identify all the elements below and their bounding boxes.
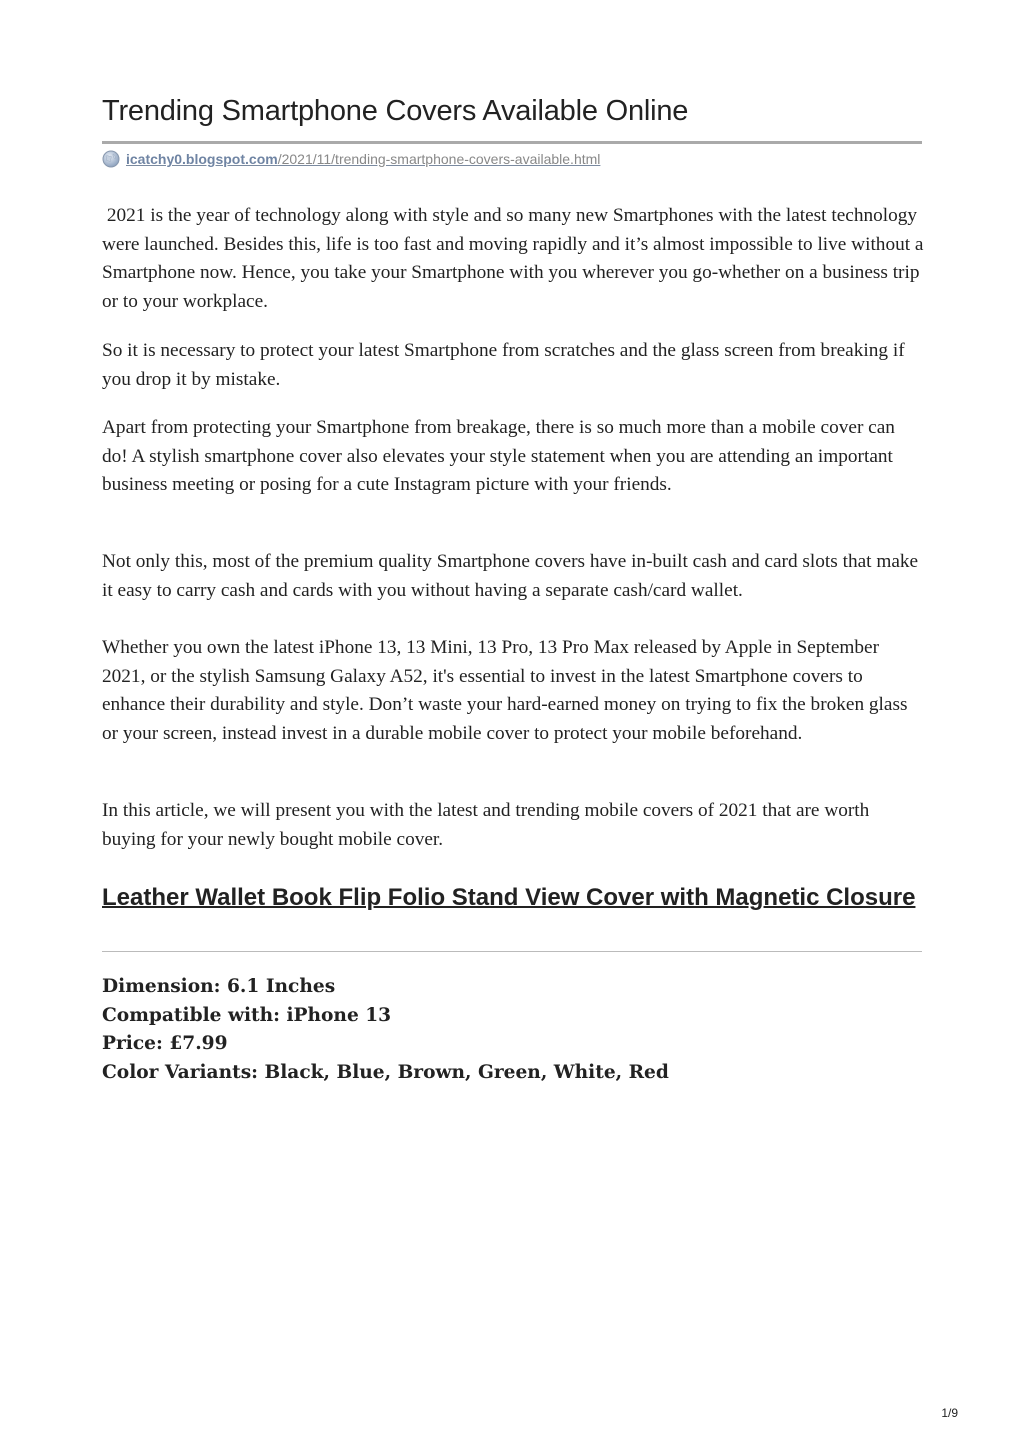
product-specs [102, 973, 669, 1087]
paragraph-models [102, 634, 924, 748]
page-title: Trending Smartphone Covers Available Online [102, 95, 689, 127]
paragraph-protection [102, 337, 924, 394]
paragraph: Apart from protecting your Smartphone from breakage, there is so much more than a mobile cover can do! A stylish smartphone cover also elevates your style statement when you are attending an important business meeting or posing for a cute Instagram picture with your friends. [102, 417, 895, 496]
source-domain: icatchy0.blogspot.com [126, 151, 278, 167]
paragraph: In this article, we will present you with the latest and trending mobile covers of 2021 that are worth buying for your newly bought mobile cover. [102, 800, 870, 850]
source-path: /2021/11/trending-smartphone-covers-available.html [277, 151, 601, 167]
section-heading [102, 882, 922, 913]
paragraph: Whether you own the latest iPhone 13, 13 Mini, 13 Pro, 13 Pro Max released by Apple in September 2021, or the stylish Samsung Galaxy A52, it's essential to invest in the latest Smartphone covers to enhance their durability and style. Don’t waste your hard-earned money on trying to fix the broken glass or your screen, instead invest in a durable mobile cover to protect your mobile beforehand. [102, 637, 908, 744]
title-divider [102, 141, 922, 144]
spec-colors: Color Variants: Black, Blue, Brown, Green, White, Red [102, 1061, 669, 1083]
section-divider [102, 951, 922, 952]
page-number: 1/9 [941, 1406, 958, 1420]
paragraph-wallet [102, 548, 924, 605]
paragraph-style [102, 414, 924, 500]
paragraph: So it is necessary to protect your latest Smartphone from scratches and the glass screen from breaking if you drop it by mistake. [102, 340, 905, 390]
section-heading-link[interactable]: Leather Wallet Book Flip Folio Stand View Cover with Magnetic Closure [102, 884, 916, 911]
paragraph-article-intro [102, 797, 924, 854]
paragraph-intro [102, 202, 929, 316]
source-link[interactable] [102, 150, 600, 168]
globe-icon [102, 150, 120, 168]
paragraph: 2021 is the year of technology along with style and so many new Smartphones with the latest technology were launched. Besides this, life is too fast and moving rapidly and it’s almost impossible to live without a Smartphone now. Hence, you take your Smartphone with you wherever you go-whether on a business trip or to your workplace. [102, 205, 929, 312]
spec-price: Price: £7.99 [102, 1033, 228, 1055]
paragraph: Not only this, most of the premium quality Smartphone covers have in-built cash and card slots that make it easy to carry cash and cards with you without having a separate cash/card wallet. [102, 551, 919, 601]
spec-dimension: Dimension: 6.1 Inches [102, 976, 336, 997]
spec-compatibility: Compatible with: iPhone 13 [102, 1004, 392, 1026]
source-url[interactable] [126, 151, 600, 167]
